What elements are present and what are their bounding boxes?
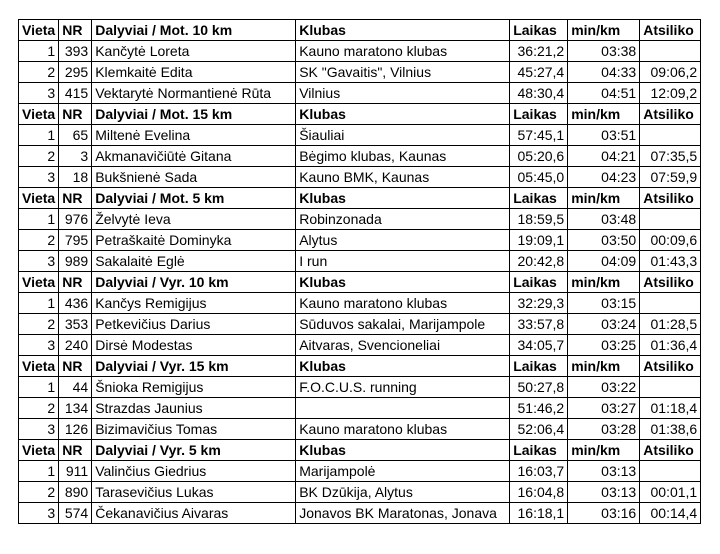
cell-participant: Šnioka Remigijus [92, 377, 296, 398]
cell-nr: 44 [59, 377, 92, 398]
cell-behind [640, 461, 701, 482]
cell-club: Kauno BMK, Kaunas [296, 167, 510, 188]
cell-pace: 03:27 [568, 398, 640, 419]
cell-club: Šiauliai [296, 125, 510, 146]
header-atsiliko: Atsiliko [640, 104, 701, 125]
cell-time: 51:46,2 [510, 398, 568, 419]
table-row [19, 314, 701, 335]
results-table [18, 19, 701, 524]
cell-behind: 01:28,5 [640, 314, 701, 335]
cell-club: Aitvaras, Svencioneliai [296, 335, 510, 356]
cell-time: 32:29,3 [510, 293, 568, 314]
cell-vieta: 3 [19, 419, 59, 440]
cell-nr: 240 [59, 335, 92, 356]
header-klubas: Klubas [296, 104, 510, 125]
cell-nr: 353 [59, 314, 92, 335]
cell-pace: 03:25 [568, 335, 640, 356]
header-klubas: Klubas [296, 20, 510, 41]
table-row [19, 209, 701, 230]
cell-club: BK Dzūkija, Alytus [296, 482, 510, 503]
cell-time: 36:21,2 [510, 41, 568, 62]
header-minkm: min/km [568, 104, 640, 125]
header-category: Dalyviai / Mot. 10 km [92, 20, 296, 41]
cell-time: 48:30,4 [510, 83, 568, 104]
header-klubas: Klubas [296, 272, 510, 293]
cell-time: 57:45,1 [510, 125, 568, 146]
cell-time: 18:59,5 [510, 209, 568, 230]
cell-participant: Bukšnienė Sada [92, 167, 296, 188]
header-laikas: Laikas [510, 188, 568, 209]
header-klubas: Klubas [296, 188, 510, 209]
cell-behind: 00:01,1 [640, 482, 701, 503]
cell-participant: Miltenė Evelina [92, 125, 296, 146]
cell-participant: Želvytė Ieva [92, 209, 296, 230]
cell-vieta: 2 [19, 62, 59, 83]
cell-participant: Petkevičius Darius [92, 314, 296, 335]
header-nr: NR [59, 104, 92, 125]
cell-behind: 01:43,3 [640, 251, 701, 272]
cell-nr: 574 [59, 503, 92, 524]
cell-behind [640, 209, 701, 230]
cell-vieta: 3 [19, 167, 59, 188]
cell-vieta: 2 [19, 482, 59, 503]
header-klubas: Klubas [296, 440, 510, 461]
header-atsiliko: Atsiliko [640, 20, 701, 41]
cell-participant: Valinčius Giedrius [92, 461, 296, 482]
cell-pace: 04:51 [568, 83, 640, 104]
cell-pace: 03:13 [568, 482, 640, 503]
cell-club: Vilnius [296, 83, 510, 104]
cell-vieta: 2 [19, 398, 59, 419]
cell-behind [640, 293, 701, 314]
cell-participant: Bizimavičius Tomas [92, 419, 296, 440]
cell-club: Kauno maratono klubas [296, 41, 510, 62]
cell-behind: 07:59,9 [640, 167, 701, 188]
table-row [19, 62, 701, 83]
cell-club: Sūduvos sakalai, Marijampole [296, 314, 510, 335]
header-vieta: Vieta [19, 188, 59, 209]
cell-nr: 989 [59, 251, 92, 272]
cell-vieta: 1 [19, 125, 59, 146]
table-row [19, 419, 701, 440]
cell-behind: 07:35,5 [640, 146, 701, 167]
header-klubas: Klubas [296, 356, 510, 377]
cell-participant: Strazdas Jaunius [92, 398, 296, 419]
cell-nr: 890 [59, 482, 92, 503]
cell-nr: 65 [59, 125, 92, 146]
cell-nr: 134 [59, 398, 92, 419]
cell-time: 34:05,7 [510, 335, 568, 356]
cell-vieta: 2 [19, 146, 59, 167]
cell-nr: 18 [59, 167, 92, 188]
cell-pace: 04:21 [568, 146, 640, 167]
section-header-row [19, 356, 701, 377]
cell-behind [640, 377, 701, 398]
cell-club: Kauno maratono klubas [296, 293, 510, 314]
header-laikas: Laikas [510, 104, 568, 125]
table-row [19, 461, 701, 482]
section-header-row [19, 104, 701, 125]
table-row [19, 377, 701, 398]
cell-time: 33:57,8 [510, 314, 568, 335]
cell-behind [640, 125, 701, 146]
cell-club: Bėgimo klubas, Kaunas [296, 146, 510, 167]
cell-nr: 3 [59, 146, 92, 167]
cell-behind: 00:14,4 [640, 503, 701, 524]
header-nr: NR [59, 20, 92, 41]
header-vieta: Vieta [19, 20, 59, 41]
cell-club [296, 398, 510, 419]
header-minkm: min/km [568, 356, 640, 377]
cell-time: 16:04,8 [510, 482, 568, 503]
cell-pace: 03:16 [568, 503, 640, 524]
header-laikas: Laikas [510, 20, 568, 41]
header-laikas: Laikas [510, 272, 568, 293]
table-row [19, 125, 701, 146]
header-category: Dalyviai / Vyr. 5 km [92, 440, 296, 461]
header-vieta: Vieta [19, 104, 59, 125]
cell-vieta: 3 [19, 503, 59, 524]
header-atsiliko: Atsiliko [640, 272, 701, 293]
cell-participant: Vektarytė Normantienė Rūta [92, 83, 296, 104]
cell-behind: 01:38,6 [640, 419, 701, 440]
cell-vieta: 1 [19, 461, 59, 482]
cell-vieta: 3 [19, 83, 59, 104]
cell-club: I run [296, 251, 510, 272]
cell-pace: 04:33 [568, 62, 640, 83]
table-row [19, 398, 701, 419]
table-row [19, 83, 701, 104]
cell-time: 45:27,4 [510, 62, 568, 83]
header-laikas: Laikas [510, 440, 568, 461]
cell-vieta: 1 [19, 293, 59, 314]
header-minkm: min/km [568, 188, 640, 209]
header-atsiliko: Atsiliko [640, 356, 701, 377]
cell-club: F.O.C.U.S. running [296, 377, 510, 398]
cell-nr: 976 [59, 209, 92, 230]
cell-behind: 00:09,6 [640, 230, 701, 251]
table-row [19, 335, 701, 356]
header-category: Dalyviai / Mot. 5 km [92, 188, 296, 209]
cell-vieta: 1 [19, 377, 59, 398]
cell-vieta: 1 [19, 41, 59, 62]
cell-club: Robinzonada [296, 209, 510, 230]
cell-nr: 393 [59, 41, 92, 62]
table-row [19, 251, 701, 272]
header-nr: NR [59, 440, 92, 461]
header-atsiliko: Atsiliko [640, 440, 701, 461]
header-minkm: min/km [568, 272, 640, 293]
cell-nr: 126 [59, 419, 92, 440]
table-row [19, 167, 701, 188]
table-row [19, 230, 701, 251]
cell-participant: Sakalaitė Eglė [92, 251, 296, 272]
cell-pace: 03:13 [568, 461, 640, 482]
cell-behind: 01:36,4 [640, 335, 701, 356]
cell-club: Alytus [296, 230, 510, 251]
cell-club: Kauno maratono klubas [296, 419, 510, 440]
header-category: Dalyviai / Mot. 15 km [92, 104, 296, 125]
cell-behind: 12:09,2 [640, 83, 701, 104]
cell-club: Jonavos BK Maratonas, Jonava [296, 503, 510, 524]
header-vieta: Vieta [19, 440, 59, 461]
cell-pace: 03:22 [568, 377, 640, 398]
cell-vieta: 1 [19, 209, 59, 230]
cell-vieta: 3 [19, 251, 59, 272]
cell-participant: Kančytė Loreta [92, 41, 296, 62]
cell-time: 19:09,1 [510, 230, 568, 251]
cell-time: 16:03,7 [510, 461, 568, 482]
table-row [19, 146, 701, 167]
cell-behind: 01:18,4 [640, 398, 701, 419]
cell-pace: 03:48 [568, 209, 640, 230]
header-category: Dalyviai / Vyr. 15 km [92, 356, 296, 377]
cell-participant: Čekanavičius Aivaras [92, 503, 296, 524]
cell-time: 52:06,4 [510, 419, 568, 440]
section-header-row [19, 272, 701, 293]
cell-pace: 03:51 [568, 125, 640, 146]
header-laikas: Laikas [510, 356, 568, 377]
cell-pace: 03:28 [568, 419, 640, 440]
header-nr: NR [59, 188, 92, 209]
cell-participant: Akmanavičiūtė Gitana [92, 146, 296, 167]
cell-time: 16:18,1 [510, 503, 568, 524]
cell-participant: Dirsė Modestas [92, 335, 296, 356]
header-minkm: min/km [568, 20, 640, 41]
cell-behind [640, 41, 701, 62]
header-vieta: Vieta [19, 272, 59, 293]
section-header-row [19, 188, 701, 209]
cell-nr: 415 [59, 83, 92, 104]
header-nr: NR [59, 272, 92, 293]
results-body [19, 20, 701, 524]
section-header-row [19, 440, 701, 461]
cell-nr: 295 [59, 62, 92, 83]
cell-pace: 03:15 [568, 293, 640, 314]
cell-nr: 911 [59, 461, 92, 482]
cell-time: 20:42,8 [510, 251, 568, 272]
header-minkm: min/km [568, 440, 640, 461]
cell-participant: Kančys Remigijus [92, 293, 296, 314]
cell-pace: 03:24 [568, 314, 640, 335]
section-header-row [19, 20, 701, 41]
cell-pace: 04:09 [568, 251, 640, 272]
cell-nr: 795 [59, 230, 92, 251]
table-row [19, 482, 701, 503]
cell-club: SK "Gavaitis", Vilnius [296, 62, 510, 83]
cell-time: 50:27,8 [510, 377, 568, 398]
cell-participant: Klemkaitė Edita [92, 62, 296, 83]
table-row [19, 41, 701, 62]
cell-behind: 09:06,2 [640, 62, 701, 83]
cell-time: 05:45,0 [510, 167, 568, 188]
header-atsiliko: Atsiliko [640, 188, 701, 209]
cell-pace: 03:38 [568, 41, 640, 62]
cell-pace: 04:23 [568, 167, 640, 188]
cell-participant: Petraškaitė Dominyka [92, 230, 296, 251]
table-row [19, 293, 701, 314]
header-nr: NR [59, 356, 92, 377]
table-row [19, 503, 701, 524]
header-category: Dalyviai / Vyr. 10 km [92, 272, 296, 293]
header-vieta: Vieta [19, 356, 59, 377]
cell-vieta: 2 [19, 314, 59, 335]
cell-club: Marijampolė [296, 461, 510, 482]
cell-time: 05:20,6 [510, 146, 568, 167]
cell-pace: 03:50 [568, 230, 640, 251]
cell-nr: 436 [59, 293, 92, 314]
cell-vieta: 2 [19, 230, 59, 251]
cell-participant: Tarasevičius Lukas [92, 482, 296, 503]
cell-vieta: 3 [19, 335, 59, 356]
